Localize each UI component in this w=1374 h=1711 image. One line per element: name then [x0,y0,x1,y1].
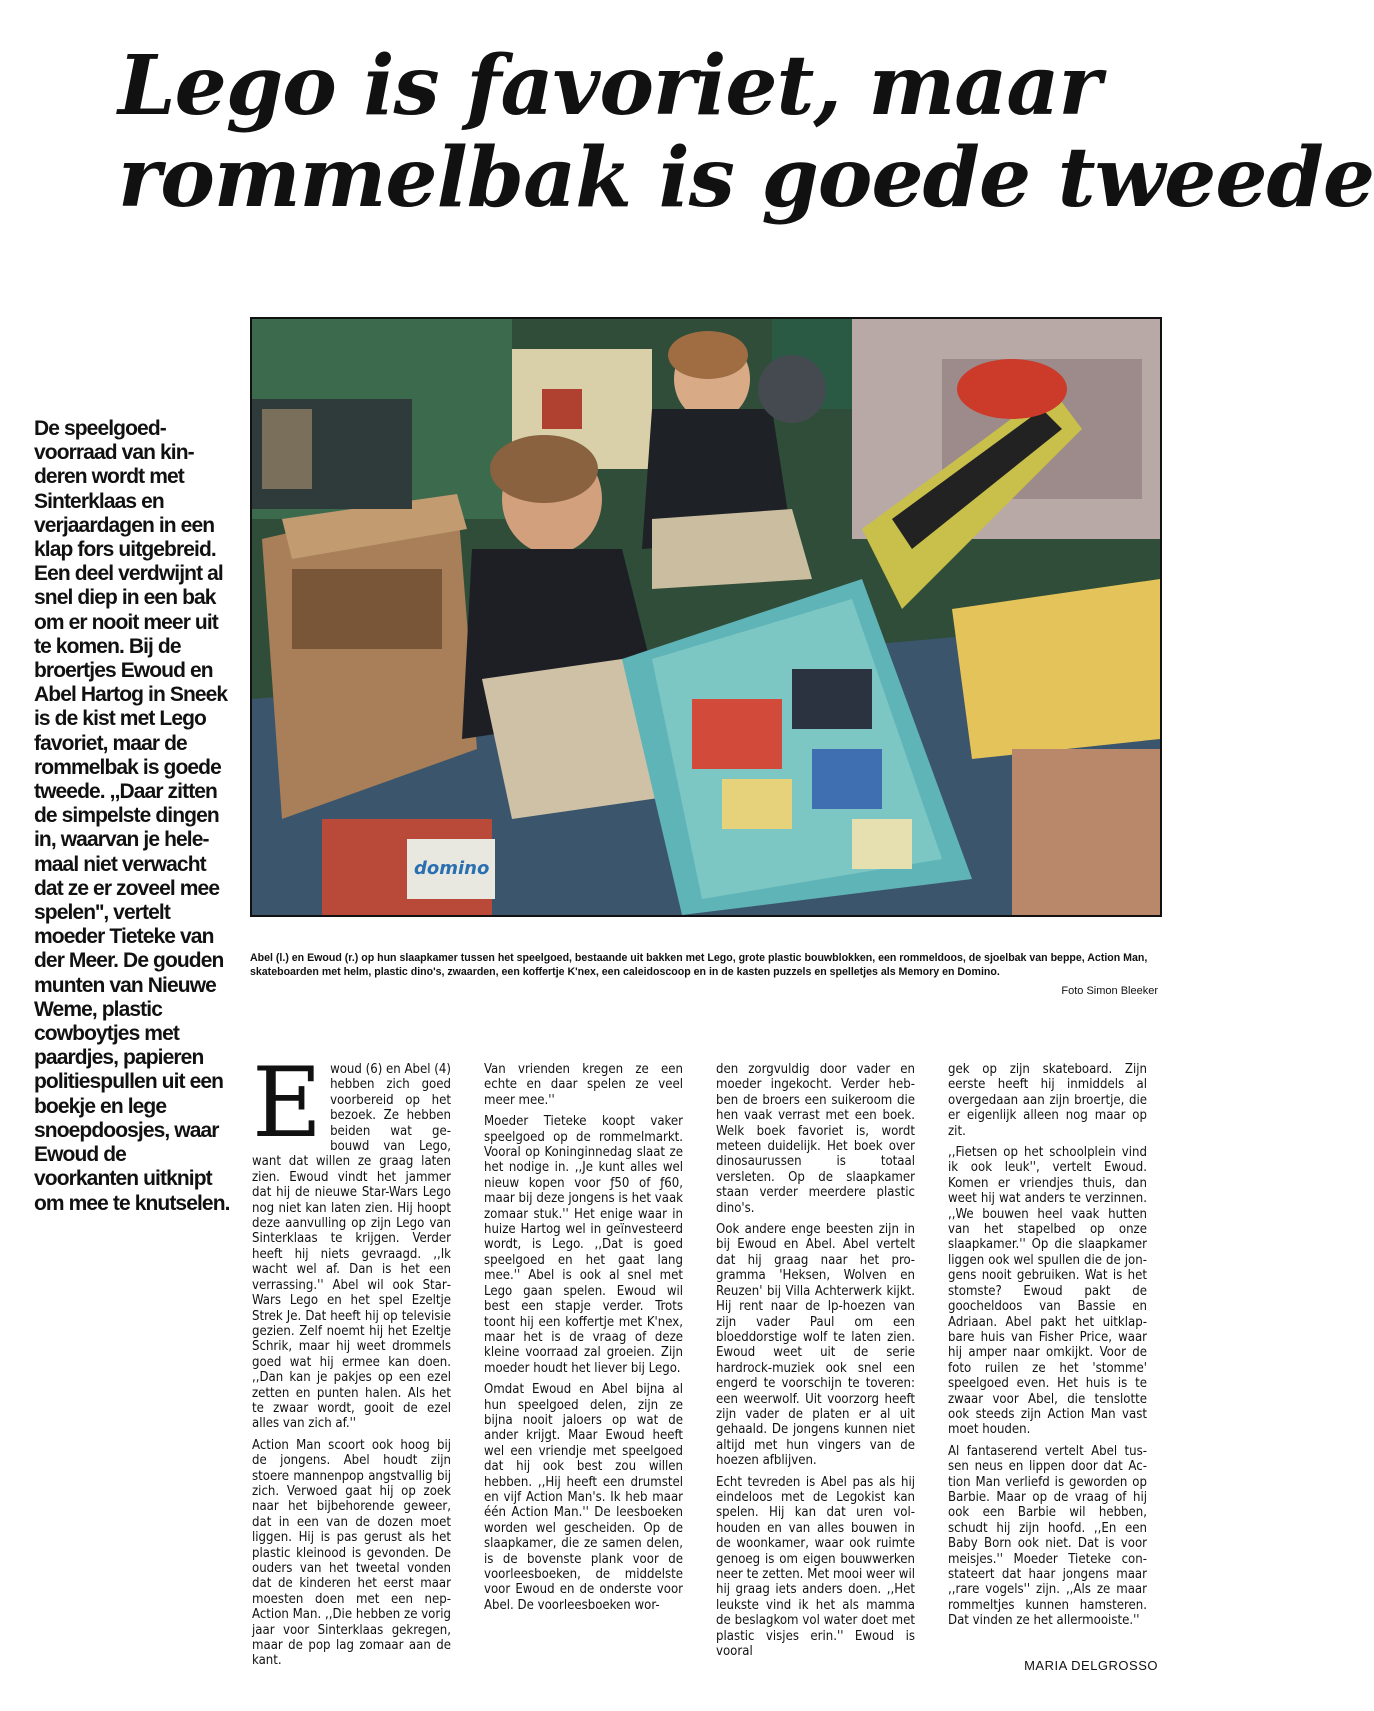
article-paragraph: Moeder Tieteke koopt vaker speelgoed op de rommelmarkt. Vooral op Koninginnedag slaat ze het nodige in. ,,Je kunt alles wel nieuw kopen voor ƒ50 of ƒ60, maar bij deze jongens is het vaak zomaar stuk.'' Het enige waar in huize Hartog wel in geïnvesteerd wordt, is Lego. ,,Dat is goed speelgoed en het gaat lang mee.'' Abel is ook al snel met Lego gaan spelen. Ewoud wil best een stapje verder. Trots toont hij een koffertje met K'nex, maar het is de vraag of deze kleine voorraad zal groeien. Zijn moeder houdt het liever bij Lego. [484,1114,683,1376]
domino-box-label: domino [414,858,490,879]
photo-credit: Foto Simon Bleeker [1061,985,1158,997]
headline-line-2: rommelbak is goede tweede [118,130,1374,226]
news-photo [250,317,1162,917]
article-paragraph: den zorgvuldig door vader en moeder ingekocht. Verder hebben de broers een suikeroom die hen vaak verrast met een boek. Welk boek favoriet is, wordt meteen duidelijk. Het boek over dinosaurussen is totaal versleten. Op de slaapkamer staan verder meerdere plastic dino's. [716,1062,915,1216]
photo-caption: Abel (l.) en Ewoud (r.) op hun slaapkamer tussen het speelgoed, bestaande uit bakken met Lego, grote plastic bouwblokken, een rommeldoos, de sjoelbak van beppe, Action Man, skateboarden met helm, plastic dino's, zwaarden, een koffertje K'nex, een caleidoscoop en in de kasten puzzels en spelletjes als Memory en Domino. [250,952,1148,978]
intro-text: De speelgoedvoorraad van kinderen wordt met Sinterklaas en verjaardagen in een klap fors uitgebreid. Een deel verdwijnt al snel diep in een bak om er nooit meer uit te komen. Bij de broertjes Ewoud en Abel Hartog in Sneek is de kist met Lego favoriet, maar de rommelbak is goede tweede. ,,Daar zitten de simpelste dingen in, waarvan je helemaal niet verwacht dat ze er zoveel mee spelen'', vertelt moeder Tieteke van der Meer. De gouden munten van Nieuwe Weme, plastic cowboytjes met paardjes, papieren politiespullen uit een boekje en lege snoepdoosjes, waar Ewoud de voorkanten uitknipt om mee te knutselen. [34,417,230,1215]
article-paragraph: Ook andere enge beesten zijn in bij Ewoud en Abel. Abel vertelt dat hij graag naar het programma 'Heksen, Wolven en Reuzen' bij Villa Achterwerk kijkt. Hij rent naar de lp-hoezen van zijn vader Paul om een bloeddorstige wolf te laten zien. Ewoud weet uit de serie hardrock-muziek ook snel een engerd te voorschijn te toveren: een weerwolf. Uit voorzorg heeft zijn vader de platen er al uit gehaald. De jongens kunnen niet altijd met hun vingers van de hoezen afblijven. [716,1222,915,1469]
article-paragraph-text: woud (6) en Abel (4) hebben zich goed voorbereid op het bezoek. Ze hebben beiden wat gebouwd van Lego, want dat willen ze graag laten zien. Ewoud vindt het jammer dat hij de nieuwe Star-Wars Lego nog niet kan laten zien. Hij hoopt deze aanvulling op zijn Lego van Sinterklaas te krijgen. Verder heeft hij niets gevraagd. ,,Ik wacht wel af. Dan is het een verrassing.'' Abel wil ook StarWars Lego en het spel Ezeltje Strek Je. Dat heeft hij op televisie gezien. Zelf noemt hij het Ezeltje Schrik, maar hij weet drommels goed wat hij ermee kan doen. ,,Dan kan je pakjes op een ezel zetten en punten halen. Als het te zwaar wordt, gooit de ezel alles van zich af.'' [252,1062,451,1432]
headline-line-1: Lego is favoriet, maar [118,38,1101,134]
article-paragraph: Echt tevreden is Abel pas als hij eindeloos met de Legokist kan spelen. Hij kan dat uren volhouden en van alles bouwen in de woonkamer, waar ook ruimte genoeg is om eigen bouwwerken neer te zetten. Met mooi weer wil hij graag iets anders doen. ,,Het leukste vind ik het als mamma de beslagkom vol water doet met plastic visjes erin.'' Ewoud is vooral [716,1474,915,1660]
article-column-4 [948,1062,1147,1635]
headline [118,38,1374,226]
article-column-3 [716,1062,915,1665]
article-paragraph: gek op zijn skateboard. Zijn eerste heeft hij inmiddels al overgedaan aan zijn broertje, die er eigenlijk alleen nog maar op zit. [948,1062,1147,1139]
article-paragraph: Al fantaserend vertelt Abel tussen neus en lippen door dat Action Man verliefd is geworden op Barbie. Maar op de vraag of hij ook een Barbie wil hebben, schudt hij zijn hoofd. ,,En een Baby Born ook niet. Dat is voor meisjes.'' Moeder Tieteke constateert dat haar jongens maar ,,rare vogels'' zijn. ,,Als ze maar rommeltjes kunnen hamsteren. Dat vinden ze het allermooiste.'' [948,1443,1147,1629]
article-paragraph [252,1047,451,1432]
article-column-1 [252,1047,451,1675]
article-column-2 [484,1062,683,1619]
byline: MARIA DELGROSSO [1024,1658,1158,1673]
article-paragraph: Omdat Ewoud en Abel bijna al hun speelgoed delen, zijn ze bijna nooit jaloers op wat de ander krijgt. Maar Ewoud heeft wel een vriendje met speelgoed dat hij ook best zou willen hebben. ,,Hij heeft een drumstel en vijf Action Man's. Ik heb maar één Action Man.'' De leesboeken worden wel gescheiden. Op de slaapkamer, die ze samen delen, is de bovenste plank voor de voorleesboeken, de middelste voor Ewoud en de onderste voor Abel. De voorleesboeken wor- [484,1382,683,1613]
article-paragraph: Action Man scoort ook hoog bij de jongens. Abel houdt zijn stoere mannenpop angstvallig bij zich. Verwoed gaat hij op zoek naar het bijbehorende geweer, dat in een van de dozen moet liggen. Hij is pas gerust als het plastic kleinood is gevonden. De ouders van het tweetal vonden dat de kinderen het eerst maar moesten doen met een nep-Action Man. ,,Die hebben ze vorig jaar voor Sinterklaas gekregen, maar de pop lag zomaar aan de kant. [252,1437,451,1669]
article-paragraph: ,,Fietsen op het schoolplein vind ik ook leuk'', vertelt Ewoud. Komen er vriendjes thuis, dan weet hij wat anders te verzinnen. ,,We bouwen heel vaak hutten van het stapelbed op onze slaapkamer.'' Op die slaapkamer liggen ook wel spullen die de jongens nooit gebruiken. Wat is het stomste? Ewoud pakt de goocheldoos van Bassie en Adriaan. Abel pakt het uitklapbare huis van Fisher Price, waar hij amper naar omkijkt. Voor de foto ruilen ze het 'stomme' speelgoed even. Het huis is te zwaar voor Abel, die tenslotte ook steeds zijn Action Man vast moet houden. [948,1145,1147,1438]
drop-cap: E [252,1047,323,1159]
article-paragraph: Van vrienden kregen ze een echte en daar spelen ze veel meer mee.'' [484,1062,683,1108]
